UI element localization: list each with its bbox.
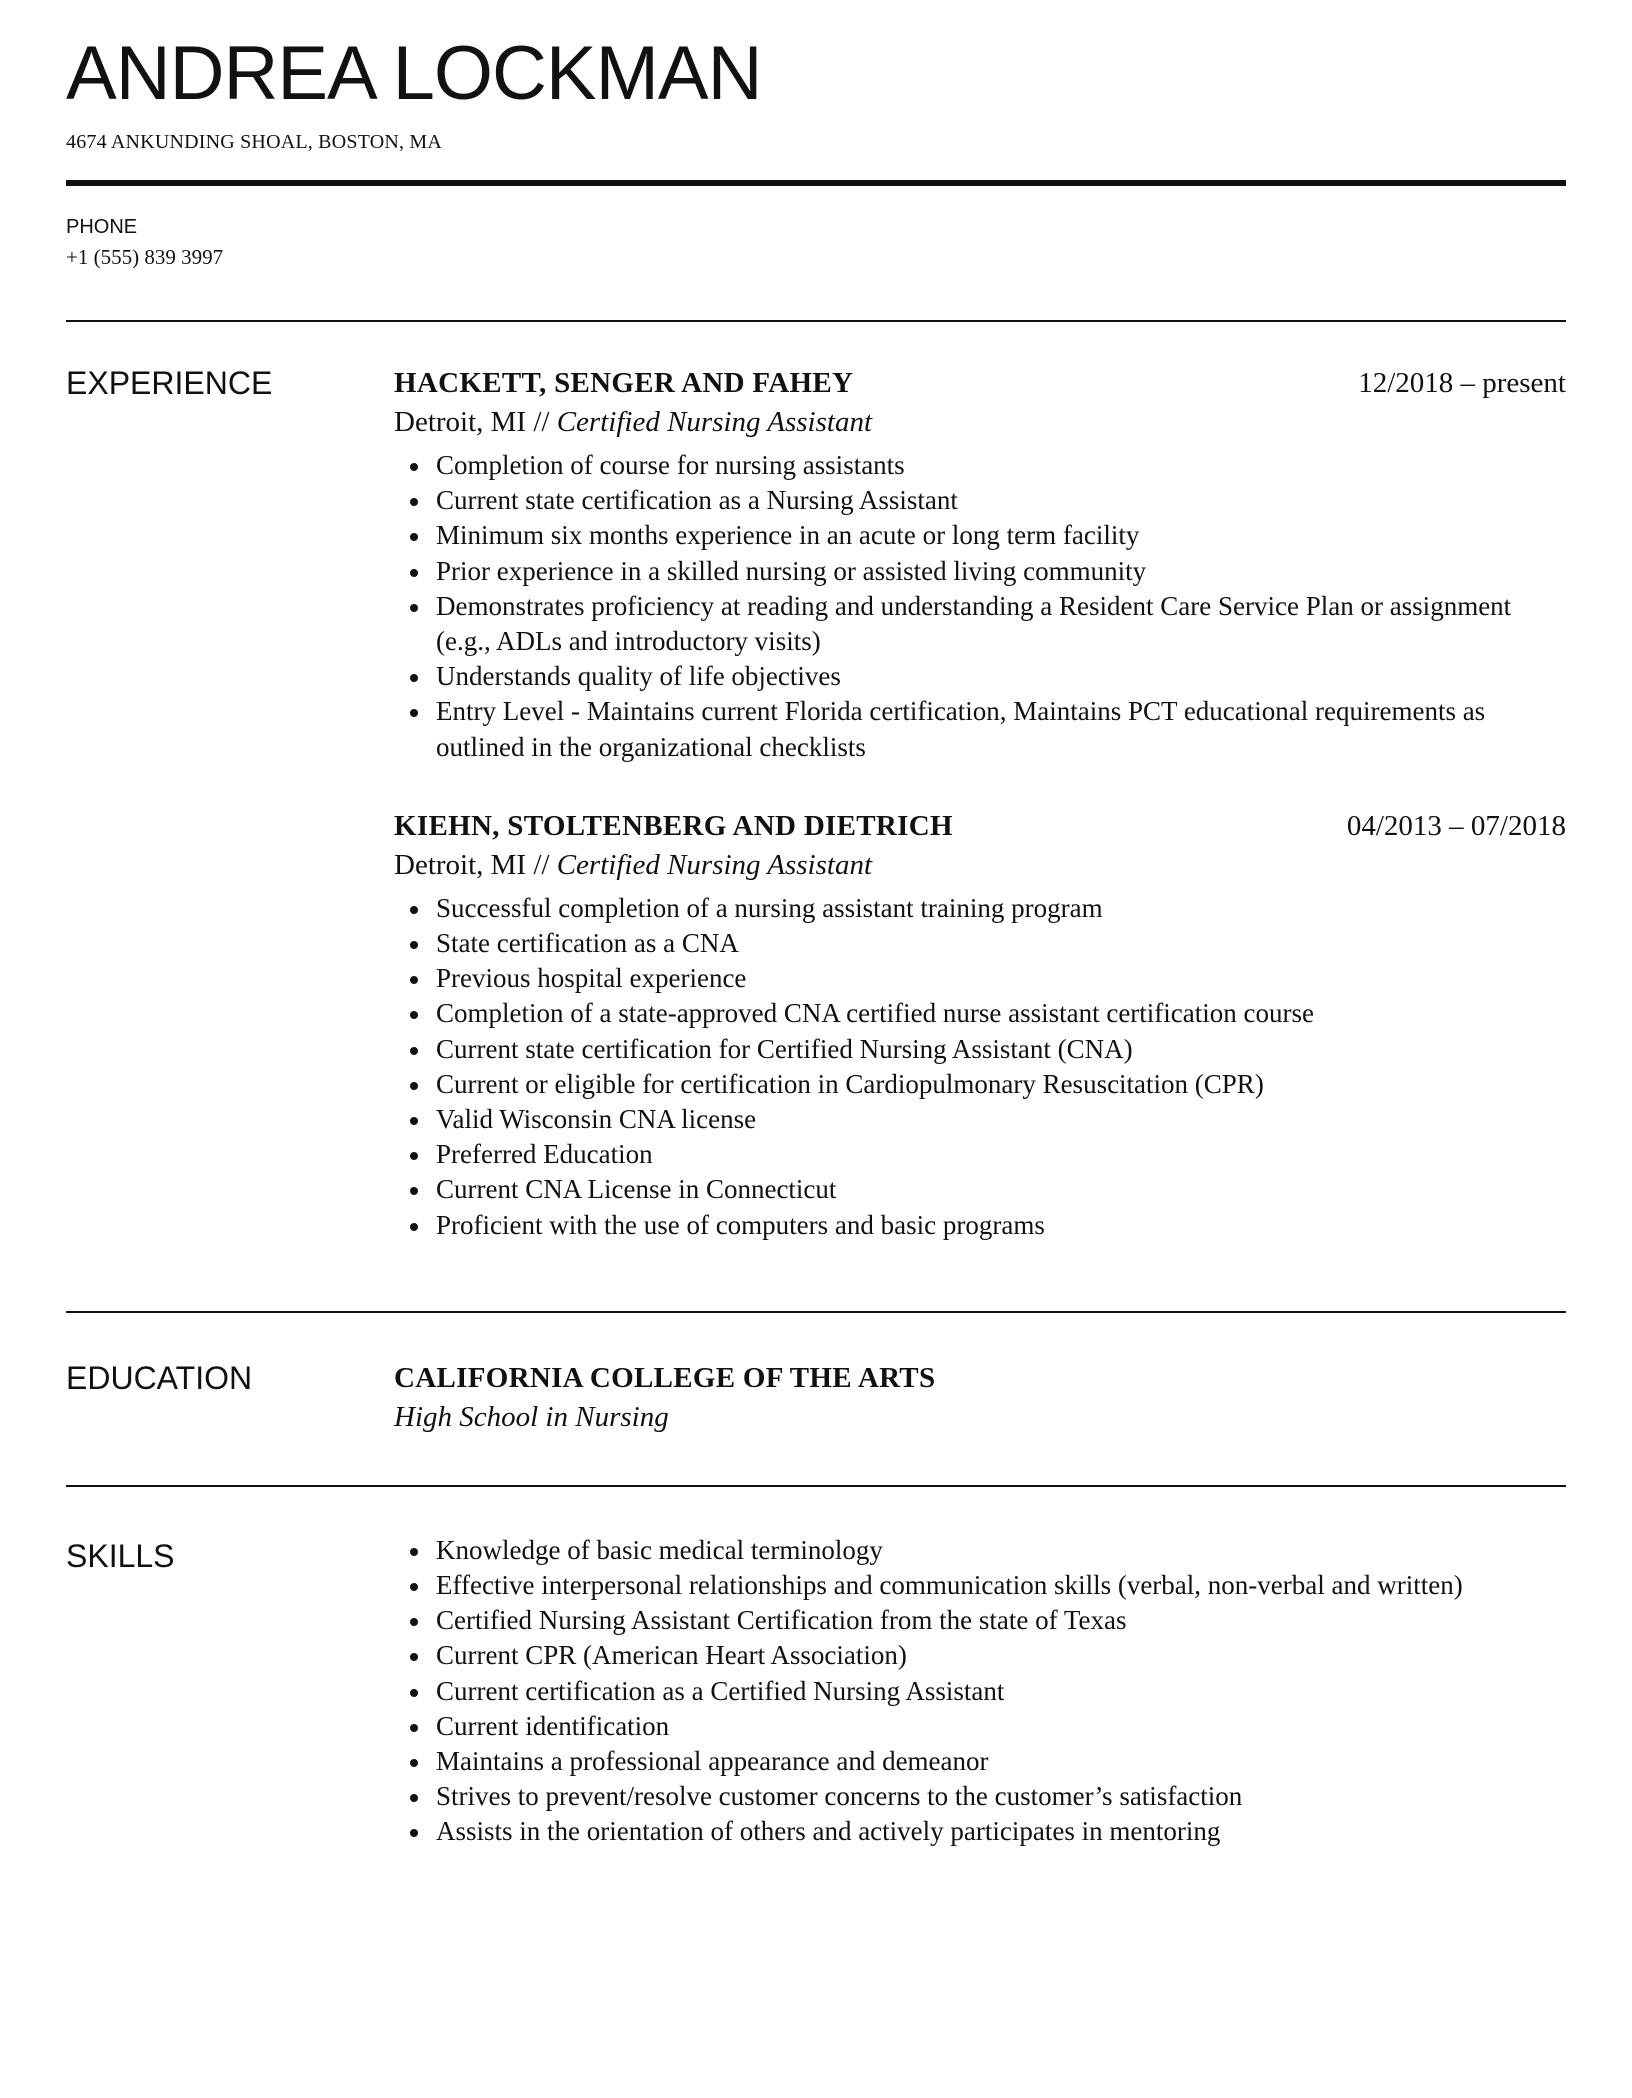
skill-item: Effective interpersonal relationships and communication skills (verbal, non-verbal and written) — [436, 1568, 1566, 1603]
job-role: Certified Nursing Assistant — [556, 848, 873, 881]
section-heading-education: EDUCATION — [66, 1359, 253, 1396]
job-bullet: State certification as a CNA — [436, 926, 1566, 961]
education-degree: High School in Nursing — [394, 1400, 669, 1433]
job-bullet: Successful completion of a nursing assistant training program — [436, 891, 1566, 926]
skill-item: Current certification as a Certified Nursing Assistant — [436, 1674, 1566, 1709]
job-dates: 04/2013 – 07/2018 — [1346, 809, 1566, 842]
job-bullet: Preferred Education — [436, 1137, 1566, 1172]
divider — [66, 1311, 1566, 1313]
job-bullet: Valid Wisconsin CNA license — [436, 1102, 1566, 1137]
job-bullet: Minimum six months experience in an acute or long term facility — [436, 518, 1566, 553]
job-bullet: Completion of course for nursing assistants — [436, 448, 1566, 483]
skill-item: Maintains a professional appearance and demeanor — [436, 1744, 1566, 1779]
job-bullets — [394, 448, 1566, 765]
job-bullet: Current CNA License in Connecticut — [436, 1172, 1566, 1207]
divider — [66, 320, 1566, 322]
education-body — [394, 1359, 1566, 1437]
experience-body — [394, 364, 1566, 1243]
skills-list — [394, 1533, 1566, 1850]
divider — [66, 1485, 1566, 1487]
skill-item: Certified Nursing Assistant Certification from the state of Texas — [436, 1603, 1566, 1638]
job-location: Detroit, MI — [394, 848, 527, 881]
skill-item: Current identification — [436, 1709, 1566, 1744]
job-bullet: Current state certification for Certified Nursing Assistant (CNA) — [436, 1032, 1566, 1067]
job-bullet: Demonstrates proficiency at reading and understanding a Resident Care Service Plan or assignment (e.g., ADLs and introductory visits) — [436, 589, 1566, 659]
section-heading-skills: SKILLS — [66, 1537, 175, 1574]
job-bullet: Prior experience in a skilled nursing or assisted living community — [436, 554, 1566, 589]
skill-item: Current CPR (American Heart Association) — [436, 1638, 1566, 1673]
header-divider — [66, 180, 1566, 186]
job-bullet: Entry Level - Maintains current Florida certification, Maintains PCT educational requirements as outlined in the organizational checklists — [436, 694, 1566, 764]
skill-item: Knowledge of basic medical terminology — [436, 1533, 1566, 1568]
job-company: KIEHN, STOLTENBERG AND DIETRICH — [394, 809, 953, 842]
section-heading-experience: EXPERIENCE — [66, 365, 273, 401]
address: 4674 ANKUNDING SHOAL, BOSTON, MA — [66, 131, 443, 153]
job-bullet: Current or eligible for certification in Cardiopulmonary Resuscitation (CPR) — [436, 1067, 1566, 1102]
job-company: HACKETT, SENGER AND FAHEY — [394, 367, 854, 399]
job-location: Detroit, MI — [394, 406, 527, 438]
skills-body — [394, 1534, 1566, 1850]
skill-item: Strives to prevent/resolve customer concerns to the customer’s satisfaction — [436, 1779, 1566, 1814]
phone-label: PHONE — [66, 216, 138, 238]
job-entry — [394, 807, 1566, 1243]
candidate-name: ANDREA LOCKMAN — [66, 31, 762, 116]
skill-item: Assists in the orientation of others and actively participates in mentoring — [436, 1814, 1566, 1849]
job-bullet: Understands quality of life objectives — [436, 659, 1566, 694]
job-entry — [394, 364, 1566, 765]
education-school: CALIFORNIA COLLEGE OF THE ARTS — [394, 1361, 936, 1394]
job-role: Certified Nursing Assistant — [556, 406, 873, 438]
education-section — [66, 1359, 1566, 1437]
job-separator: // — [533, 848, 550, 881]
experience-section — [66, 364, 1566, 1243]
job-bullet: Current state certification as a Nursing Assistant — [436, 483, 1566, 518]
job-dates: 12/2018 – present — [1358, 367, 1566, 399]
job-bullet: Previous hospital experience — [436, 961, 1566, 996]
job-bullet: Proficient with the use of computers and basic programs — [436, 1208, 1566, 1243]
job-separator: // — [533, 406, 550, 438]
skills-section — [66, 1534, 1566, 1850]
phone-number: +1 (555) 839 3997 — [66, 245, 224, 269]
job-bullets — [394, 891, 1566, 1243]
job-bullet: Completion of a state-approved CNA certified nurse assistant certification course — [436, 996, 1566, 1031]
